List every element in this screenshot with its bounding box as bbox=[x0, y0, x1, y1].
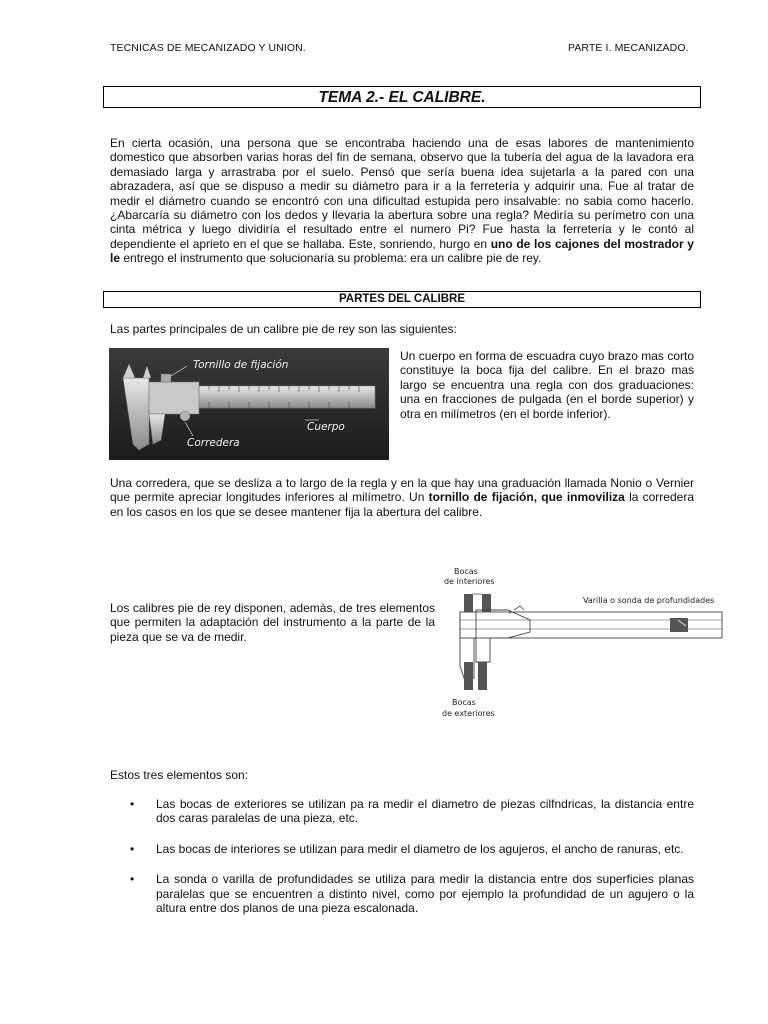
label-exterior-1: Bocas bbox=[452, 698, 476, 707]
list-item: • Las bocas de interiores se utilizan para medir el diametro de los agujeros, el ancho de ranuras, etc. bbox=[130, 841, 684, 856]
label-depth: Varilla o sonda de profundidades bbox=[583, 596, 715, 605]
list-item: • La sonda o varilla de profundidades se utiliza para medir la distancia entre dos superficies planas paralelas que se encuentren a distinto nivel, como por ejemplo la profundidad de un agujero o la altura entre dos planos de una pieza escalonada. bbox=[130, 872, 694, 916]
header-right: PARTE I. MECANIZADO. bbox=[568, 42, 689, 54]
slider-paragraph: Una corredera, que se desliza a to largo de la regla y en la que hay una graduación llamada Nonio o Vernier que permite apreciar longitudes inferiores al milímetro. Un tornillo de fijación, que inmoviliza la corredera en los casos en los que se desee mantener fija la abertura del calibre. bbox=[110, 476, 694, 519]
label-interior-1: Bocas bbox=[454, 567, 478, 576]
label-interior-2: de interiores bbox=[444, 577, 495, 586]
intro-paragraph: En cierta ocasión, una persona que se encontraba haciendo una de esas labores de mantenimiento domestico que absorben varias horas del fin de semana, observo que la tubería del agua de la lavadora era demasiado larga y arrastraba por el suelo. Pensó que sería buena idea sujetarla a la pared con una abrazadera, así que se dispuso a medir su diámetro para ir a la ferretería y adquirir una. Fue al tratar de medir el diámetro cuando se encontró con una dificultad estupida pero insalvable: no sabia como hacerlo. ¿Abarcaría su diámetro con los dedos y llevaria la abertura sobre una regla? Mediría su perímetro con una cinta métrica y luego dividiría el resultado entre el numero Pi? Fue hasta la ferretería y le contó al dependiente el aprieto en el que se hallaba. Este, sonriendo, hurgo en uno de los cajones del mostrador y le entrego el instrumento que solucionaría su problema: era un calibre pie de rey. bbox=[110, 136, 694, 266]
label-exterior-2: de exteriores bbox=[442, 709, 495, 718]
caliper-photo bbox=[109, 348, 389, 460]
bullet-icon: • bbox=[130, 841, 135, 856]
caliper-diagram bbox=[440, 566, 730, 722]
label-slider: Corredera bbox=[187, 437, 240, 449]
bullet-icon: • bbox=[130, 872, 135, 887]
header-left: TECNICAS DE MECANIZADO Y UNION. bbox=[110, 42, 306, 54]
section-title: PARTES DEL CALIBRE bbox=[103, 291, 701, 308]
label-body: Cuerpo bbox=[307, 421, 345, 433]
page-title: TEMA 2.- EL CALIBRE. bbox=[103, 86, 701, 108]
elements-list bbox=[110, 797, 694, 931]
caliper-diagram-illustration bbox=[440, 566, 730, 722]
label-screw: Tornillo de fijación bbox=[193, 359, 289, 371]
bullet-icon: • bbox=[130, 797, 135, 811]
body-description: Un cuerpo en forma de escuadra cuyo brazo mas corto constituye la boca fija del calibre. En el brazo mas largo se encuentra una regla con dos graduaciones: una en fracciones de pulgada (en el borde superior) y otra en milímetros (en el borde inferior). bbox=[400, 349, 694, 421]
parts-intro: Las partes principales de un calibre pie de rey son las siguientes: bbox=[110, 322, 457, 336]
three-elements-label: Estos tres elementos son: bbox=[110, 768, 249, 782]
elements-paragraph: Los calibres pie de rey disponen, además, de tres elementos que permiten la adaptación del instrumento a la parte de la pieza que se va de medir. bbox=[110, 601, 435, 644]
list-item: • Las bocas de exteriores se utilizan pa ra medir el diametro de piezas cilfndricas, la distancia entre dos caras paralelas de una pieza, etc. bbox=[130, 797, 694, 826]
caliper-photo-illustration bbox=[109, 348, 389, 460]
